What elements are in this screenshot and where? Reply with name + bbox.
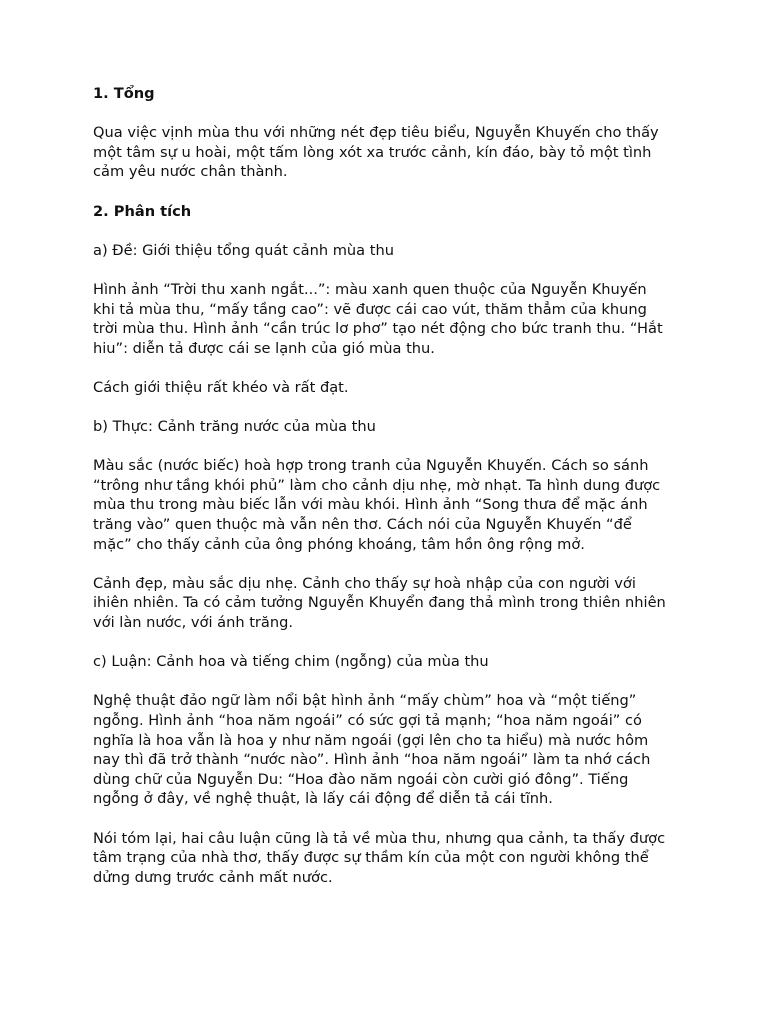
document-page (93, 84, 673, 907)
paragraph-luan-conclusion: Nói tóm lại, hai câu luận cũng là tả về mùa thu, nhưng qua cảnh, ta thấy được tâm trạng của nhà thơ, thấy được sự thầm kín của một con người không thể dửng dưng trước cảnh mất nước. (93, 829, 666, 886)
section-heading-tong: 1. Tổng (93, 85, 155, 102)
section-heading-phan-tich: 2. Phân tích (93, 202, 192, 220)
paragraph-thuc-analysis: Màu sắc (nước biếc) hoà hợp trong tranh của Nguyễn Khuyến. Cách so sánh “trông như tầng khói phủ” làm cho cảnh dịu nhẹ, mờ nhạt. Ta hình dung được mùa thu trong màu biếc lẫn với màu khói. Hình ảnh “Song thưa để mặc ánh trăng vào” quen thuộc mà vẫn nên thơ. Cách nói của Nguyễn Khuyến “để mặc” cho thấy cảnh của ông phóng khoáng, tâm hồn ông rộng mở. (93, 457, 661, 553)
paragraph-summary: Qua việc vịnh mùa thu với những nét đẹp tiêu biểu, Nguyễn Khuyến cho thấy một tâm sự u hoài, một tấm lòng xót xa trước cảnh, kín đáo, bày tỏ một tình cảm yêu nước chân thành. (93, 124, 659, 181)
paragraph-de-conclusion: Cách giới thiệu rất khéo và rất đạt. (93, 378, 349, 396)
paragraph-thuc-conclusion: Cảnh đẹp, màu sắc dịu nhẹ. Cảnh cho thấy sự hoà nhập của con người với ihiên nhiên. Ta có cảm tưởng Nguyễn Khuyển đang thả mình trong thiên nhiên với làn nước, với ánh trăng. (93, 574, 666, 632)
subheading-luan: c) Luận: Cảnh hoa và tiếng chim (ngỗng) của mùa thu (93, 653, 489, 671)
paragraph-luan-analysis: Nghệ thuật đảo ngữ làm nổi bật hình ảnh “mấy chùm” hoa và “một tiếng” ngỗng. Hình ảnh “hoa năm ngoái” có sức gợi tả mạnh; “hoa năm ngoái” có nghĩa là hoa vẫn là hoa y như năm ngoái (gợi lên cho ta hiểu) mà nước hôm nay thì đã trở thành “nước nào”. Hình ảnh “hoa năm ngoái” làm ta nhớ cách dùng chữ của Nguyễn Du: “Hoa đào năm ngoái còn cười gió đông”. Tiếng ngỗng ở đây, về nghệ thuật, là lấy cái động để diễn tả cái tĩnh. (93, 692, 651, 808)
subheading-thuc: b) Thực: Cảnh trăng nước của mùa thu (93, 418, 376, 436)
subheading-de: a) Đề: Giới thiệu tổng quát cảnh mùa thu (93, 241, 394, 259)
paragraph-de-analysis: Hình ảnh “Trời thu xanh ngắt...”: màu xanh quen thuộc của Nguyễn Khuyến khi tả mùa thu, “mấy tầng cao”: vẽ được cái cao vút, thăm thẳm của khung trời mùa thu. Hình ảnh “cần trúc lơ phơ” tạo nét động cho bức tranh thu. “Hắt hiu”: diễn tả được cái se lạnh của gió mùa thu. (93, 280, 663, 357)
